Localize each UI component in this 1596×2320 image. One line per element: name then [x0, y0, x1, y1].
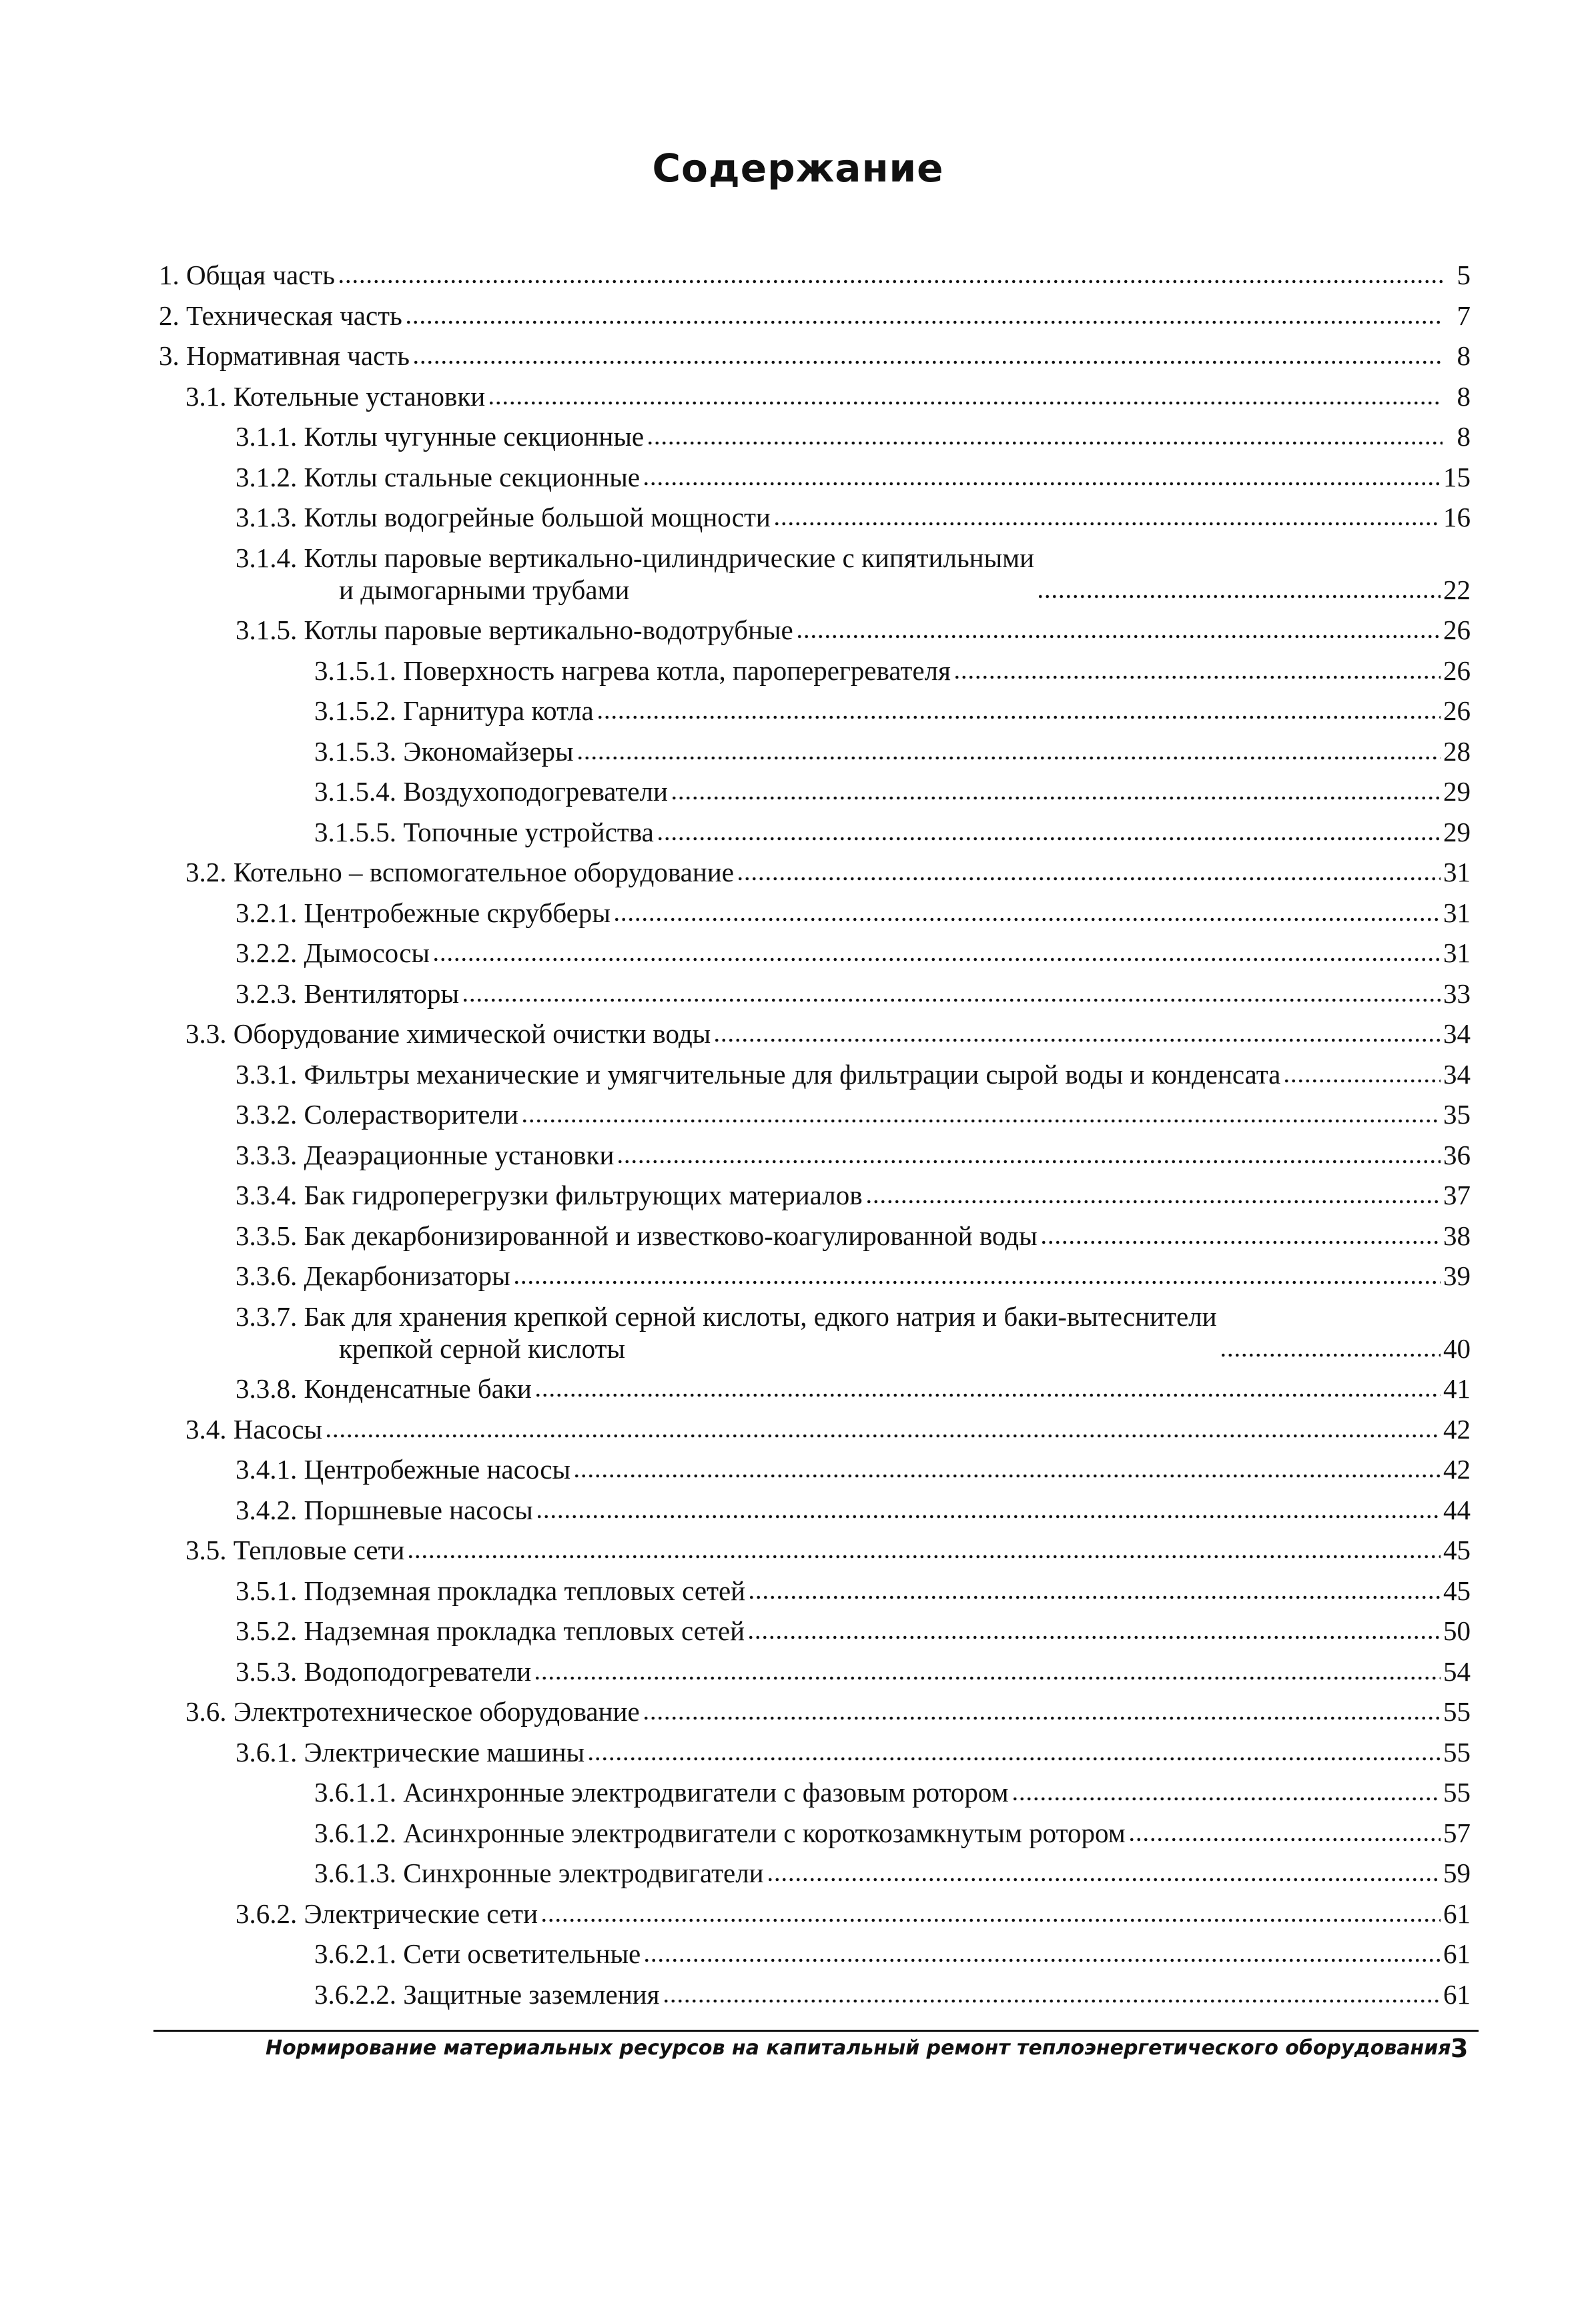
toc-entry-title: Гарнитура котла: [403, 695, 594, 726]
toc-entry-title: Нормативная часть: [186, 340, 410, 371]
toc-dot-leader: [573, 1470, 1441, 1479]
toc-entry-title: Солерастворители: [304, 1099, 518, 1130]
toc-entry-page: 7: [1457, 300, 1471, 331]
toc-entry-number: 3.6.2.1.: [314, 1938, 396, 1969]
toc-entry-number: 3.3.7.: [236, 1300, 298, 1332]
toc-entry-page: 31: [1443, 897, 1471, 928]
toc-entry[interactable]: [159, 1220, 1471, 1252]
toc-entry[interactable]: [159, 1938, 1471, 1970]
toc-entry-number: 2.: [159, 300, 179, 331]
toc-entry-text: [314, 1857, 764, 1889]
toc-entry-number: 3.6.2.: [236, 1898, 298, 1929]
toc-entry[interactable]: [159, 816, 1471, 848]
toc-entry-page: 22: [1443, 574, 1471, 605]
toc-entry-title: Насосы: [233, 1413, 323, 1445]
toc-entry-text: [236, 1373, 532, 1405]
toc-entry[interactable]: [159, 978, 1471, 1010]
toc-entry-text: [185, 856, 734, 888]
toc-entry-page: 55: [1443, 1736, 1471, 1768]
toc-entry[interactable]: [159, 1655, 1471, 1687]
toc-dot-leader: [671, 792, 1441, 801]
toc-entry[interactable]: [159, 1695, 1471, 1727]
toc-entry-number: 3.3.2.: [236, 1099, 298, 1130]
toc-entry-number: 3.1.5.5.: [314, 816, 396, 847]
toc-entry-title: Сети осветительные: [403, 1938, 641, 1969]
toc-entry[interactable]: [159, 1058, 1471, 1090]
toc-entry-page: 39: [1443, 1260, 1471, 1291]
toc-entry-number: 3.2.: [185, 857, 227, 887]
toc-entry-page: 55: [1443, 1696, 1471, 1727]
toc-dot-leader: [1040, 1236, 1441, 1246]
toc-entry-number: 3.3.1.: [236, 1058, 298, 1090]
toc-entry-text: [185, 1413, 322, 1445]
toc-entry-title: Подземная прокладка тепловых сетей: [304, 1575, 746, 1606]
toc-entry-title: Центробежные насосы: [304, 1454, 571, 1485]
toc-dot-leader: [596, 711, 1441, 721]
toc-entry-title: Деаэрационные установки: [304, 1139, 615, 1170]
toc-entry-title: Котлы паровые вертикально-водотрубные: [304, 615, 793, 645]
toc-dot-leader: [617, 1156, 1441, 1165]
toc-dot-leader: [462, 994, 1441, 1004]
toc-entry-text: [236, 1898, 538, 1930]
toc-entry[interactable]: [159, 937, 1471, 969]
toc-entry[interactable]: [159, 1018, 1471, 1050]
toc-entry-page: 44: [1443, 1494, 1471, 1525]
toc-entry-title: Котельно – вспомогательное оборудование: [233, 857, 734, 887]
toc-entry-text: [236, 501, 771, 533]
toc-entry-title: Техническая часть: [186, 300, 402, 331]
toc-entry[interactable]: [159, 695, 1471, 727]
toc-entry-title: Электрические сети: [304, 1898, 538, 1929]
toc-entry-number: 3.4.2.: [236, 1494, 298, 1525]
toc-entry-text: [236, 1058, 1280, 1090]
toc-entry-title: Электротехническое оборудование: [233, 1696, 640, 1727]
toc-entry-number: 3.6.1.3.: [314, 1858, 396, 1888]
toc-entry-text: [236, 1300, 1217, 1365]
toc-entry[interactable]: [159, 1494, 1471, 1526]
toc-dot-leader: [1128, 1834, 1441, 1843]
toc-dot-leader: [521, 1115, 1441, 1124]
toc-entry-text: [236, 897, 611, 929]
toc-entry-number: 3.6.2.2.: [314, 1978, 396, 2010]
toc-entry[interactable]: [159, 1179, 1471, 1211]
toc-dot-leader: [488, 397, 1443, 406]
toc-entry-title: Котлы стальные секционные: [304, 461, 641, 492]
toc-entry-page: 59: [1443, 1858, 1471, 1888]
toc-dot-leader: [663, 1995, 1441, 2004]
toc-entry-number: 3.3.3.: [236, 1139, 298, 1170]
toc-entry-page: 16: [1443, 502, 1471, 532]
toc-entry-title: Поверхность нагрева котла, пароперегревателя: [403, 655, 951, 686]
toc-entry[interactable]: [159, 461, 1471, 493]
toc-dot-leader: [613, 913, 1441, 923]
toc-entry-page: 34: [1443, 1018, 1471, 1049]
toc-entry-text: [236, 1098, 518, 1130]
toc-entry-text: [236, 1615, 745, 1647]
toc-entry-number: 3.1.5.: [236, 615, 298, 645]
toc-entry-text: [236, 937, 430, 969]
toc-entry-page: 42: [1443, 1454, 1471, 1485]
toc-entry-number: 3.1.5.3.: [314, 735, 396, 767]
toc-entry-number: 3.2.1.: [236, 897, 298, 928]
toc-entry-page: 41: [1443, 1373, 1471, 1404]
toc-entry-title: Тепловые сети: [233, 1535, 405, 1565]
toc-entry-number: 3.2.2.: [236, 937, 298, 968]
toc-entry[interactable]: [159, 1300, 1471, 1365]
toc-dot-leader: [643, 478, 1441, 487]
toc-entry-page: 31: [1443, 857, 1471, 887]
toc-entry-text: [236, 1453, 570, 1485]
toc-entry-number: 3.5.1.: [236, 1575, 298, 1606]
toc-entry-text: [185, 1018, 711, 1050]
toc-entry-number: 3.6.1.1.: [314, 1777, 396, 1808]
toc-entry-title: Синхронные электродвигатели: [403, 1858, 764, 1888]
toc-entry-title: Бак для хранения крепкой серной кислоты, едкого натрия и баки-вытеснители: [304, 1300, 1217, 1332]
footer-divider: [153, 2030, 1479, 2032]
toc-dot-leader: [747, 1631, 1441, 1641]
toc-dot-leader: [643, 1712, 1441, 1721]
toc-dot-leader: [796, 631, 1441, 640]
toc-entry-number: 3.3.: [185, 1018, 227, 1049]
toc-entry-text: [236, 1179, 863, 1211]
toc-entry[interactable]: [159, 1898, 1471, 1930]
toc-entry[interactable]: [159, 897, 1471, 929]
toc-entry-text: [236, 1575, 745, 1607]
toc-entry-number: 3.1.2.: [236, 461, 298, 492]
toc-entry-text: [314, 775, 668, 807]
toc-entry-page: 36: [1443, 1139, 1471, 1170]
table-of-contents: [159, 259, 1471, 2018]
toc-entry-title: Защитные заземления: [403, 1978, 660, 2010]
toc-dot-leader: [1283, 1075, 1441, 1084]
toc-entry-text: [314, 655, 951, 687]
toc-dot-leader: [412, 356, 1443, 366]
toc-entry-number: 3.5.: [185, 1535, 227, 1565]
toc-entry[interactable]: [159, 655, 1471, 687]
toc-entry-number: 1.: [159, 260, 179, 290]
toc-entry[interactable]: [159, 1139, 1471, 1171]
toc-entry-text: [236, 1220, 1038, 1252]
toc-entry[interactable]: [159, 735, 1471, 767]
toc-entry[interactable]: [159, 542, 1471, 606]
toc-entry-title: Котлы чугунные секционные: [304, 421, 645, 452]
toc-dot-leader: [643, 1954, 1441, 1964]
toc-entry[interactable]: [159, 1453, 1471, 1485]
toc-entry-page: 61: [1443, 1898, 1471, 1929]
toc-entry-title: Вентиляторы: [304, 978, 460, 1009]
toc-dot-leader: [576, 752, 1441, 761]
toc-entry-page: 8: [1457, 380, 1471, 412]
toc-dot-leader: [737, 873, 1441, 882]
toc-entry-title: Электрические машины: [304, 1736, 585, 1768]
toc-entry-number: 3.3.6.: [236, 1260, 298, 1291]
toc-entry-title-continued: и дымогарными трубами: [339, 574, 630, 605]
toc-entry-number: 3.: [159, 340, 179, 371]
toc-entry-title: Асинхронные электродвигатели с фазовым ротором: [403, 1777, 1009, 1808]
toc-entry-text: [236, 1736, 584, 1768]
toc-entry-text: [314, 1938, 641, 1970]
toc-entry[interactable]: [159, 1736, 1471, 1768]
toc-entry-page: 61: [1443, 1938, 1471, 1969]
page-number: 3: [1451, 2034, 1469, 2063]
toc-entry-number: 3.1.5.4.: [314, 776, 396, 807]
toc-entry-text: [236, 1139, 614, 1171]
toc-entry-title: Котлы паровые вертикально-цилиндрические с кипятильными: [304, 542, 1035, 573]
toc-entry-page: 29: [1443, 816, 1471, 847]
toc-entry-page: 54: [1443, 1655, 1471, 1687]
toc-entry[interactable]: [159, 1615, 1471, 1647]
toc-entry[interactable]: [159, 1413, 1471, 1445]
toc-dot-leader: [1220, 1349, 1441, 1359]
toc-dot-leader: [432, 953, 1441, 963]
toc-entry-page: 28: [1443, 735, 1471, 767]
toc-entry-number: 3.3.4.: [236, 1180, 298, 1210]
toc-dot-leader: [1012, 1793, 1441, 1802]
toc-dot-leader: [647, 437, 1443, 446]
toc-entry-title: Поршневые насосы: [304, 1494, 533, 1525]
toc-entry-number: 3.1.5.2.: [314, 695, 396, 726]
toc-entry[interactable]: [159, 614, 1471, 646]
toc-entry-text: [236, 1494, 533, 1526]
toc-entry-text: [159, 259, 335, 291]
toc-entry-page: 31: [1443, 937, 1471, 968]
toc-entry[interactable]: [159, 1534, 1471, 1566]
toc-entry-number: 3.3.8.: [236, 1373, 298, 1404]
toc-entry-number: 3.4.1.: [236, 1454, 298, 1485]
toc-entry-title: Оборудование химической очистки воды: [233, 1018, 711, 1049]
toc-entry-text: [236, 614, 793, 646]
toc-dot-leader: [405, 316, 1443, 326]
toc-entry-text: [314, 1978, 660, 2010]
toc-entry-title: Воздухоподогреватели: [403, 776, 668, 807]
toc-entry-number: 3.3.5.: [236, 1220, 298, 1251]
toc-entry-title-continued: крепкой серной кислоты: [339, 1332, 626, 1364]
toc-entry[interactable]: [159, 259, 1471, 291]
toc-entry-page: 8: [1457, 421, 1471, 452]
toc-dot-leader: [767, 1874, 1441, 1883]
toc-entry[interactable]: [159, 501, 1471, 533]
toc-entry-text: [185, 380, 485, 412]
toc-dot-leader: [748, 1591, 1441, 1601]
toc-entry-title: Дымососы: [304, 937, 430, 968]
toc-entry-page: 37: [1443, 1180, 1471, 1210]
toc-entry-text: [314, 1776, 1009, 1808]
footer-title: Нормирование материальных ресурсов на капитальный ремонт теплоэнергетического оборудования: [266, 2036, 1451, 2060]
toc-entry-page: 57: [1443, 1817, 1471, 1848]
toc-entry[interactable]: [159, 1575, 1471, 1607]
toc-entry-page: 5: [1457, 260, 1471, 290]
toc-entry-text: [236, 542, 1034, 606]
toc-dot-leader: [338, 276, 1443, 285]
page-title: Содержание: [652, 145, 944, 191]
toc-entry-text: [236, 1260, 510, 1292]
toc-dot-leader: [540, 1914, 1441, 1924]
toc-entry-text: [159, 300, 402, 332]
toc-entry-page: 45: [1443, 1535, 1471, 1565]
toc-entry[interactable]: [159, 300, 1471, 332]
toc-entry-number: 3.1.5.1.: [314, 655, 396, 686]
toc-entry-number: 3.6.: [185, 1696, 227, 1727]
toc-entry-page: 29: [1443, 776, 1471, 807]
toc-entry-page: 50: [1443, 1615, 1471, 1646]
toc-entry-title: Котельные установки: [233, 380, 486, 412]
toc-dot-leader: [536, 1511, 1441, 1520]
toc-entry-title: Общая часть: [186, 260, 335, 290]
toc-entry[interactable]: [159, 1260, 1471, 1292]
toc-entry-number: 3.1.: [185, 380, 227, 412]
toc-entry-text: [314, 695, 594, 727]
toc-entry-page: 40: [1443, 1332, 1471, 1364]
toc-entry-title: Бак гидроперегрузки фильтрующих материалов: [304, 1180, 863, 1210]
toc-entry-text: [314, 1817, 1126, 1849]
toc-entry-page: 26: [1443, 695, 1471, 726]
toc-dot-leader: [407, 1551, 1441, 1560]
toc-dot-leader: [657, 833, 1441, 842]
toc-entry-number: 3.5.2.: [236, 1615, 298, 1646]
toc-entry[interactable]: [159, 856, 1471, 888]
toc-entry-number: 3.1.4.: [236, 542, 298, 573]
toc-entry-page: 38: [1443, 1220, 1471, 1251]
toc-entry-title: Асинхронные электродвигатели с короткозамкнутым ротором: [403, 1817, 1126, 1848]
toc-entry[interactable]: [159, 420, 1471, 452]
toc-entry[interactable]: [159, 1373, 1471, 1405]
toc-dot-leader: [534, 1672, 1441, 1681]
toc-dot-leader: [865, 1196, 1441, 1205]
toc-entry-page: 42: [1443, 1413, 1471, 1445]
toc-dot-leader: [513, 1276, 1441, 1286]
toc-entry-number: 3.2.3.: [236, 978, 298, 1009]
toc-entry-number: 3.4.: [185, 1413, 227, 1445]
toc-entry[interactable]: [159, 1776, 1471, 1808]
toc-entry-title: Водоподогреватели: [304, 1655, 532, 1687]
toc-entry-text: [314, 816, 654, 848]
toc-entry-number: 3.5.3.: [236, 1655, 298, 1687]
toc-entry-text: [314, 735, 574, 767]
toc-dot-leader: [534, 1389, 1441, 1399]
toc-entry-text: [236, 978, 459, 1010]
toc-entry[interactable]: [159, 1098, 1471, 1130]
toc-dot-leader: [1037, 591, 1441, 600]
toc-entry-number: 3.1.1.: [236, 421, 298, 452]
toc-entry-page: 45: [1443, 1575, 1471, 1606]
toc-entry-page: 61: [1443, 1978, 1471, 2010]
toc-entry-text: [185, 1695, 640, 1727]
toc-entry[interactable]: [159, 1817, 1471, 1849]
toc-entry-text: [236, 461, 640, 493]
toc-dot-leader: [953, 671, 1441, 681]
toc-entry-text: [159, 340, 410, 372]
toc-entry-title: Топочные устройства: [403, 816, 654, 847]
toc-entry-page: 15: [1443, 461, 1471, 492]
toc-entry-page: 26: [1443, 655, 1471, 686]
toc-entry-number: 3.1.3.: [236, 502, 298, 532]
toc-dot-leader: [325, 1430, 1441, 1439]
toc-entry-page: 8: [1457, 340, 1471, 371]
toc-entry-title: Бак декарбонизированной и известково-коагулированной воды: [304, 1220, 1038, 1251]
toc-entry-title: Конденсатные баки: [304, 1373, 532, 1404]
toc-dot-leader: [773, 518, 1441, 527]
toc-entry-page: 35: [1443, 1099, 1471, 1130]
toc-entry-text: [185, 1534, 404, 1566]
toc-entry-page: 33: [1443, 978, 1471, 1009]
toc-entry-page: 55: [1443, 1777, 1471, 1808]
toc-entry-title: Котлы водогрейные большой мощности: [304, 502, 771, 532]
toc-entry-text: [236, 1655, 531, 1687]
toc-entry-text: [236, 420, 644, 452]
toc-entry[interactable]: [159, 1857, 1471, 1889]
toc-entry-title: Центробежные скрубберы: [304, 897, 611, 928]
toc-entry-page: 26: [1443, 615, 1471, 645]
toc-dot-leader: [587, 1753, 1441, 1762]
toc-entry-title: Экономайзеры: [403, 735, 574, 767]
toc-entry[interactable]: [159, 380, 1471, 412]
toc-entry[interactable]: [159, 775, 1471, 807]
toc-entry-title: Фильтры механические и умягчительные для фильтрации сырой воды и конденсата: [304, 1058, 1281, 1090]
toc-entry-page: 34: [1443, 1058, 1471, 1090]
toc-entry[interactable]: [159, 340, 1471, 372]
toc-entry-number: 3.6.1.2.: [314, 1817, 396, 1848]
toc-entry-title: Надземная прокладка тепловых сетей: [304, 1615, 745, 1646]
toc-dot-leader: [713, 1034, 1441, 1044]
toc-entry-title: Декарбонизаторы: [304, 1260, 510, 1291]
toc-entry[interactable]: [159, 1978, 1471, 2010]
toc-entry-number: 3.6.1.: [236, 1736, 298, 1768]
